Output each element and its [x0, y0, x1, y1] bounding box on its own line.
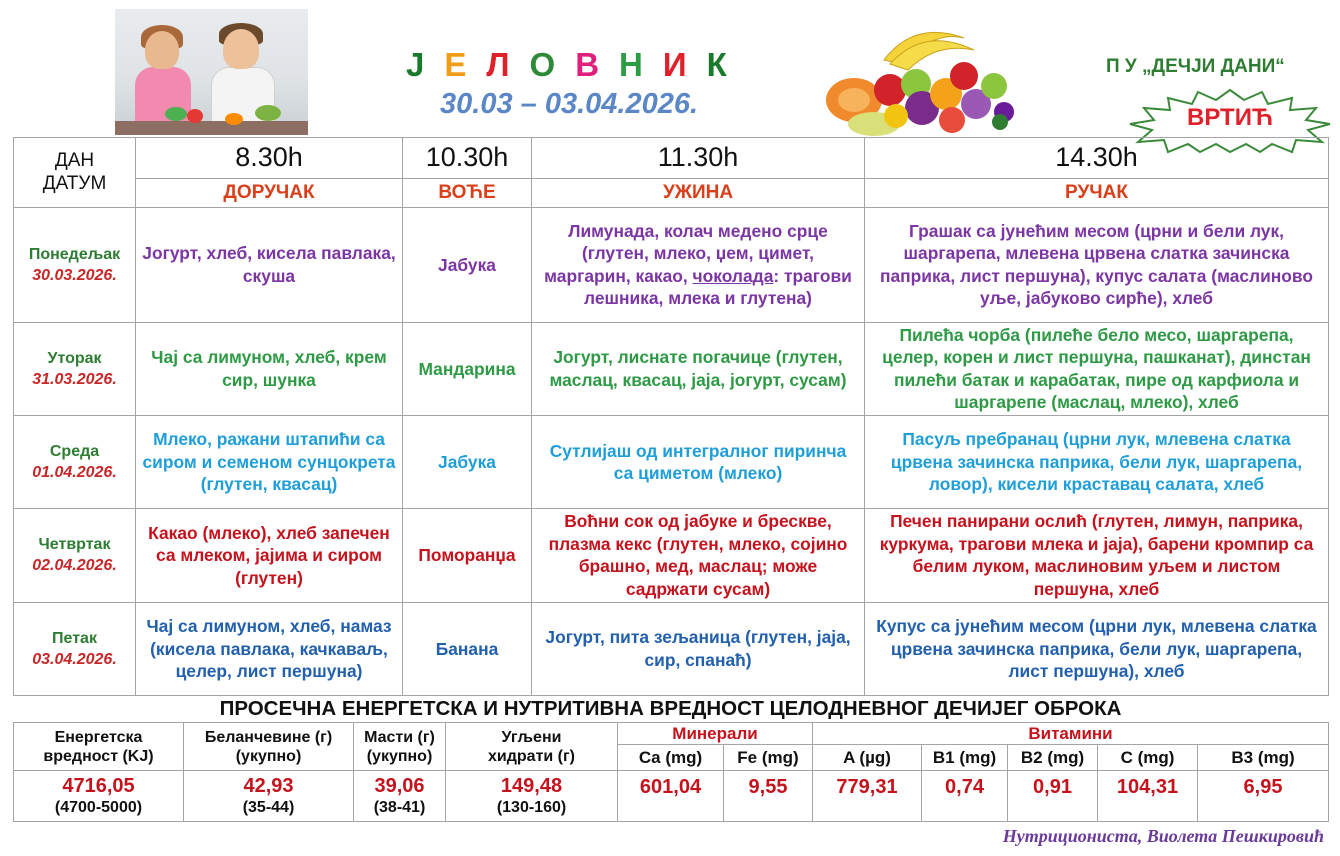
vitamin-b3-header: B3 (mg) [1198, 745, 1329, 771]
meal-header: ВОЋЕ [403, 178, 532, 207]
protein-range: (35-44) [242, 799, 295, 816]
unit-label: ВРТИЋ [1187, 104, 1273, 131]
fruit-basket-image [824, 20, 1020, 138]
carb-header-line: хидрати (г) [488, 747, 575, 765]
day-cell [14, 602, 136, 695]
breakfast-cell: Млеко, ражани штапићи са сиром и семеном сунцокрета (глутен, квасац) [136, 415, 403, 508]
fruit-cell: Поморанџа [403, 509, 532, 602]
fat-header [354, 723, 446, 771]
energy-header-line: вредност (KJ) [43, 747, 154, 765]
day-date: 03.04.2026. [32, 650, 117, 668]
nutrition-heading: ПРОСЕЧНА ЕНЕРГЕТСКА И НУТРИТИВНА ВРЕДНОСТ ЦЕЛОДНЕВНОГ ДЕЧИЈЕГ ОБРОКА [219, 697, 1122, 720]
date-range: 30.03 – 03.04.2026. [440, 88, 699, 120]
carb-value-cell [446, 771, 618, 822]
weekly-menu-table [13, 137, 1329, 696]
energy-value-cell [14, 771, 184, 822]
calcium-header: Ca (mg) [618, 745, 724, 771]
day-name: Четвртак [38, 536, 111, 554]
snack-cell: Сутлијаш од интегралног пиринча са циметом (млеко) [532, 415, 865, 508]
protein-header-line: Беланчевине (г) [204, 728, 333, 746]
carb-header [446, 723, 618, 771]
snack-text-underlined: чоколада [692, 265, 774, 286]
day-cell [14, 207, 136, 322]
calcium-value: 601,04 [618, 771, 724, 822]
title-letter: Н [619, 46, 663, 83]
day-date: 02.04.2026. [32, 557, 117, 575]
time-header: 10.30h [403, 138, 532, 179]
nutrition-table [13, 722, 1329, 822]
lunch-cell: Грашак са јунећим месом (црни и бели лук, шаргарепа, млевена црвена слатка зачинска паприка, лист першуна), купус салата (маслиново уље, јабуково сирће), хлеб [865, 207, 1329, 322]
vitamin-c-value: 104,31 [1098, 771, 1198, 822]
kids-cooking-photo [115, 9, 308, 135]
day-name: Уторак [47, 349, 102, 367]
title-letter: К [706, 46, 747, 83]
date-header-label: ДАТУМ [42, 173, 107, 195]
vitamins-header: Витамини [813, 723, 1329, 745]
day-date: 30.03.2026. [32, 266, 117, 284]
lunch-cell: Печен панирани ослић (глутен, лимун, паприка, куркума, трагови млека и јаја), барени кромпир са белим луком, маслиновим уљем и листом першуна, хлеб [865, 509, 1329, 602]
fat-header-line: Масти (г) [364, 728, 435, 746]
snack-cell: Воћни сок од јабуке и брескве, плазма кекс (глутен, млеко, сојино брашно, мед, маслац; може садржати сусам) [532, 509, 865, 602]
vitamin-b1-value: 0,74 [922, 771, 1008, 822]
snack-text: Лимунада, колач медено срце (глутен, млеко, џем, цимет, маргарин, какао, [544, 220, 828, 286]
iron-header: Fe (mg) [724, 745, 813, 771]
iron-value: 9,55 [724, 771, 813, 822]
day-cell [14, 509, 136, 602]
breakfast-cell: Чај са лимуном, хлеб, намаз (кисела павлака, качкаваљ, целер, лист першуна) [136, 602, 403, 695]
kindergarten-name: П У „ДЕЧЈИ ДАНИ“ [1106, 56, 1285, 77]
snack-cell [532, 207, 865, 322]
vitamin-c-header: C (mg) [1098, 745, 1198, 771]
carb-value: 149,48 [500, 775, 563, 797]
title-letter: Ј [406, 46, 445, 83]
title-letter: Е [444, 46, 487, 83]
energy-value: 4716,05 [62, 775, 135, 797]
vitamin-a-value: 779,31 [813, 771, 922, 822]
vitamin-b1-header: B1 (mg) [922, 745, 1008, 771]
time-header: 11.30h [532, 138, 865, 179]
protein-header-line: (укупно) [235, 747, 302, 765]
day-date-header [14, 138, 136, 208]
day-name: Петак [52, 629, 97, 647]
day-date: 01.04.2026. [32, 464, 117, 482]
meal-header: ДОРУЧАК [136, 178, 403, 207]
fat-header-line: (укупно) [366, 747, 433, 765]
energy-header [14, 723, 184, 771]
day-cell [14, 322, 136, 415]
vitamin-a-header: A (µg) [813, 745, 922, 771]
protein-value: 42,93 [243, 775, 294, 797]
fat-value: 39,06 [374, 775, 425, 797]
menu-title [406, 46, 756, 84]
vitamin-b2-header: B2 (mg) [1008, 745, 1098, 771]
day-name: Среда [49, 443, 100, 461]
snack-text: : трагови лешника, млека и глутена) [584, 265, 852, 309]
day-name: Понедељак [28, 245, 121, 263]
fat-range: (38-41) [373, 799, 426, 816]
meal-header: УЖИНА [532, 178, 865, 207]
menu-row-thursday [14, 509, 1329, 602]
title-letter: О [529, 46, 576, 83]
lunch-cell: Пасуљ пребранац (црни лук, млевена слатка црвена зачинска паприка, бели лук, шаргарепа, ловор), кисели краставац салата, хлеб [865, 415, 1329, 508]
title-letter: И [662, 46, 707, 83]
carb-header-line: Угљени [501, 728, 562, 746]
fruit-cell: Банана [403, 602, 532, 695]
carb-range: (130-160) [496, 799, 567, 816]
title-letter: Л [486, 46, 530, 83]
fruit-cell: Јабука [403, 207, 532, 322]
vitamin-b3-value: 6,95 [1198, 771, 1329, 822]
menu-row-friday [14, 602, 1329, 695]
snack-cell: Јогурт, лиснате погачице (глутен, маслац, квасац, јаја, јогурт, сусам) [532, 322, 865, 415]
lunch-cell: Пилећа чорба (пилеће бело месо, шаргарепа, целер, корен и лист першуна, пашканат), динстан пилећи батак и карабатак, пире од карфиола и шаргарепе (маслац, млеко), хлеб [865, 322, 1329, 415]
vitamin-b2-value: 0,91 [1008, 771, 1098, 822]
day-date: 31.03.2026. [32, 370, 117, 388]
minerals-header: Минерали [618, 723, 813, 745]
protein-value-cell [184, 771, 354, 822]
title-letter: В [575, 46, 620, 83]
fat-value-cell [354, 771, 446, 822]
protein-header [184, 723, 354, 771]
snack-cell: Јогурт, пита зељаница (глутен, јаја, сир, спанаћ) [532, 602, 865, 695]
breakfast-cell: Јогурт, хлеб, кисела павлака, скуша [136, 207, 403, 322]
menu-row-tuesday [14, 322, 1329, 415]
time-header: 14.30h [865, 138, 1329, 179]
energy-range: (4700-5000) [54, 799, 143, 816]
nutritionist-signature: Нутриционистa, Виолета Пешкировић [1002, 826, 1324, 846]
time-header: 8.30h [136, 138, 403, 179]
lunch-cell: Купус са јунећим месом (црни лук, млевена слатка црвена зачинска паприка, бели лук, шаргарепа, лист першуна), хлеб [865, 602, 1329, 695]
menu-row-monday [14, 207, 1329, 322]
fruit-cell: Јабука [403, 415, 532, 508]
day-cell [14, 415, 136, 508]
breakfast-cell: Чај са лимуном, хлеб, крем сир, шунка [136, 322, 403, 415]
fruit-cell: Мандарина [403, 322, 532, 415]
breakfast-cell: Какао (млеко), хлеб запечен са млеком, јајима и сиром (глутен) [136, 509, 403, 602]
meal-header: РУЧАК [865, 178, 1329, 207]
day-header-label: ДАН [54, 150, 95, 172]
menu-row-wednesday [14, 415, 1329, 508]
energy-header-line: Енергетска [54, 728, 143, 746]
